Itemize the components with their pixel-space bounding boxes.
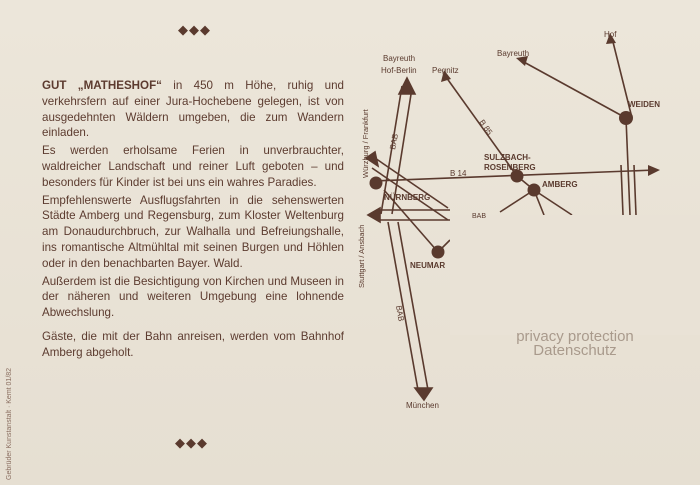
farm-title: GUT „MATHESHOF“ <box>42 79 162 92</box>
label-hof: Hof <box>604 30 617 39</box>
paragraph-sights: Außerdem ist die Besichtigung von Kirchen und Museen in der näheren und weiteren Umgebung eine lohnende Abwechslung. <box>42 274 344 320</box>
map-cutoff <box>450 215 700 335</box>
label-muenchen: München <box>406 401 439 410</box>
neumarkt-dot <box>432 246 445 259</box>
bottom-ornament: ◆◆◆ <box>175 435 208 450</box>
paragraph-train: Gäste, die mit der Bahn anreisen, werden vom Bahnhof Amberg abgeholt. <box>42 329 344 359</box>
intro-text: in 450 m Höhe, ruhig und verkehrsfern auf einer Jura-Hochebene gelegen, ist von ausgedehnten Wäldern umgeben, die zum Wandern einladen. <box>42 79 344 140</box>
label-wuerzburg-frankfurt: Würzburg / Frankfurt <box>361 109 370 178</box>
label-weiden: WEIDEN <box>628 100 660 109</box>
weiden-dot <box>619 111 633 125</box>
road-to-bayreuth-right <box>522 61 626 118</box>
label-stuttgart-ansbach: Stuttgart / Ansbach <box>357 224 366 288</box>
label-bab-partial: BAB <box>472 213 487 220</box>
road-weiden-south <box>626 118 630 215</box>
label-amberg: AMBERG <box>542 180 578 189</box>
privacy-watermark <box>500 330 650 358</box>
label-bayreuth-left: Bayreuth <box>383 54 416 63</box>
label-nuernberg: NÜRNBERG <box>384 193 431 202</box>
label-b85: B 85 <box>477 117 495 137</box>
label-pegnitz: Pegnitz <box>432 66 459 75</box>
arrow-b14-east <box>648 165 660 176</box>
label-b14: B 14 <box>450 169 467 178</box>
label-bayreuth-right: Bayreuth <box>497 49 530 58</box>
nuernberg-dot <box>370 177 383 190</box>
top-ornament: ◆◆◆ <box>178 22 211 37</box>
label-neumarkt: NEUMAR <box>410 261 446 270</box>
printer-imprint-text: Gebrüder Kunstanstalt · Kemt 01/82 <box>6 367 13 480</box>
label-sulzbach-1: SULZBACH- <box>484 153 531 162</box>
amberg-dot <box>528 184 541 197</box>
paragraph-holiday: Es werden erholsame Ferien in unverbrauchter, waldreicher Landschaft und reiner Luft geboten – und besonders für Kinder ist bei uns ein wahres Paradies. <box>42 144 344 189</box>
label-hof-berlin: Hof-Berlin <box>381 66 417 75</box>
label-bab-south: BAB <box>394 304 406 323</box>
autobahn-south <box>388 222 432 400</box>
watermark-line-1: privacy protection <box>516 328 634 345</box>
paragraph-excursions: Empfehlenswerte Ausflugsfahrten in die sehenswerten Städte Amberg und Regensburg, zum Kloster Weltenburg am Donaudurchbruch, zur Walhalla und Befreiungshalle, ins romantische Altmühltal mit seinen Burgen und Höhlen oder in den benachbarten Bayer. Wald. <box>42 193 344 270</box>
watermark-line-2: Datenschutz <box>533 342 617 359</box>
label-bab-north: BAB <box>388 132 401 151</box>
label-sulzbach-2: ROSENBERG <box>484 163 536 172</box>
